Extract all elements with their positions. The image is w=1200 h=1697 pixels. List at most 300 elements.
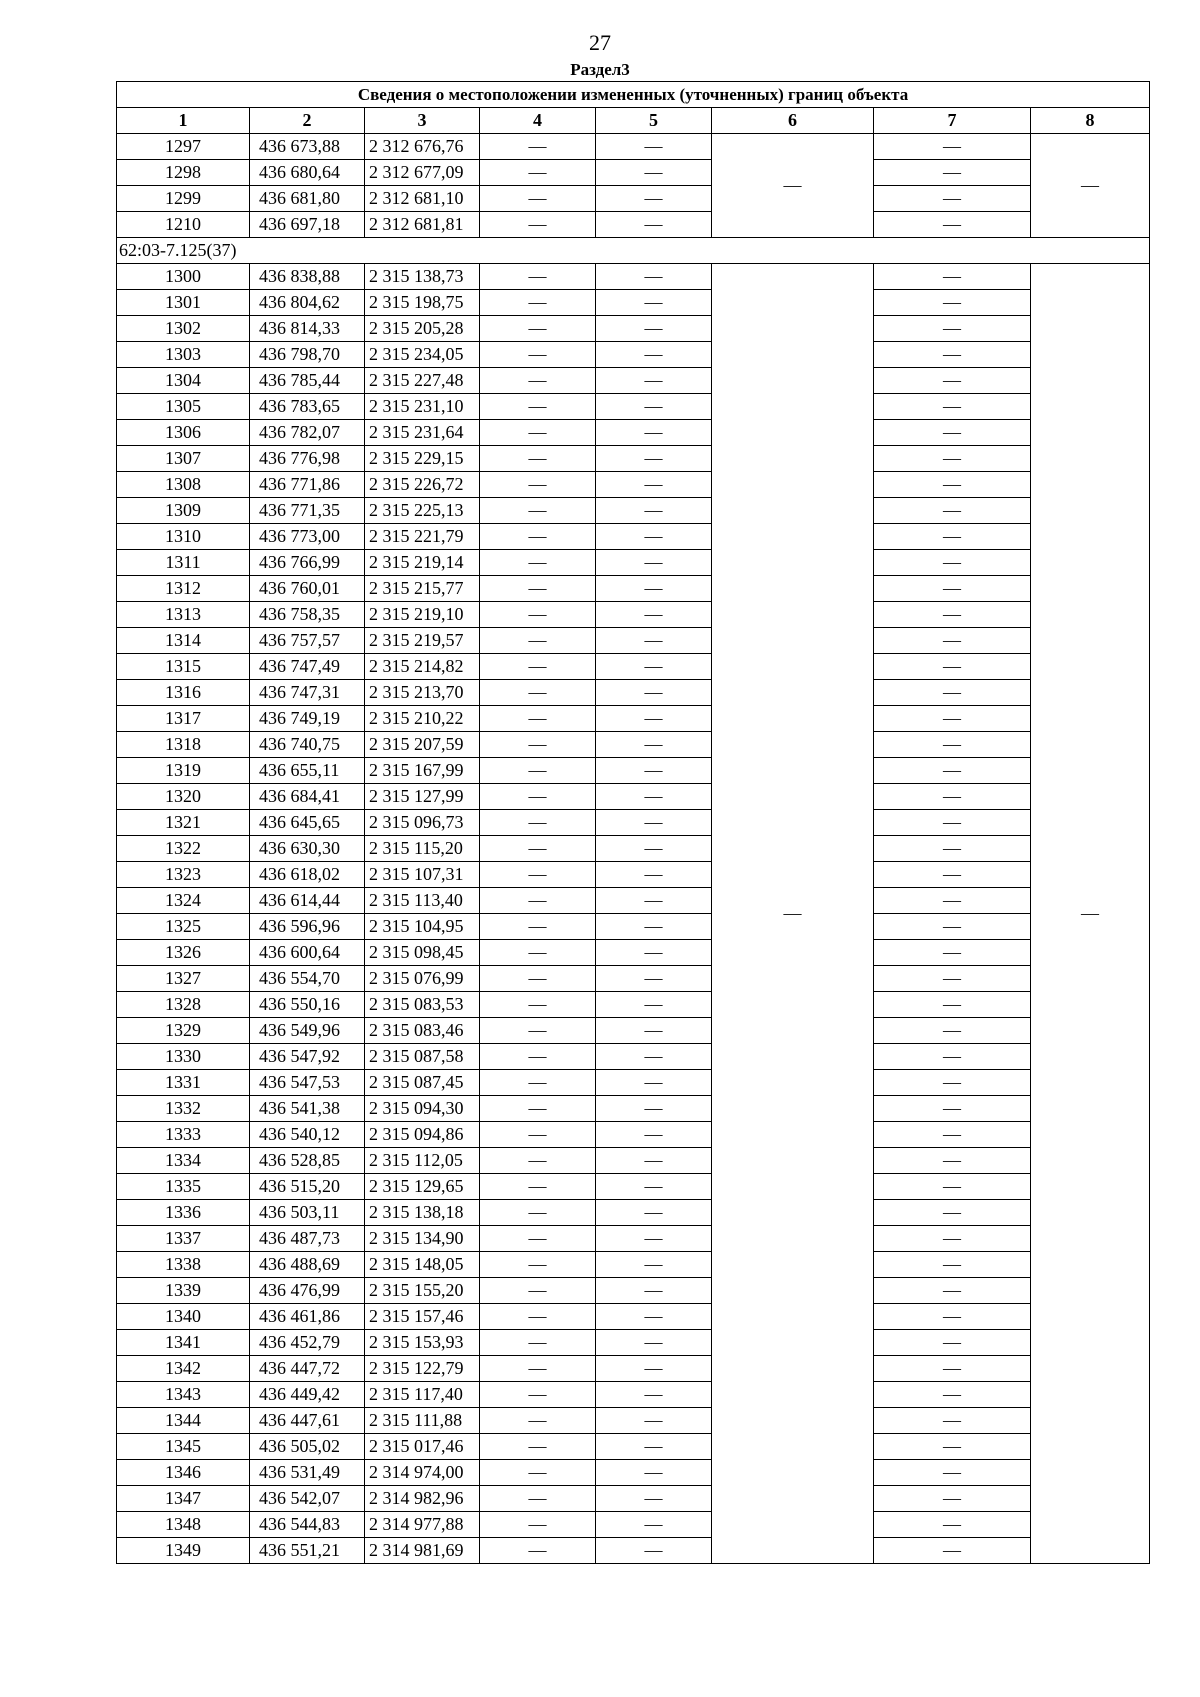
table-row [117, 342, 1150, 368]
column-4-cell: — [480, 290, 596, 316]
column-4-cell: — [480, 264, 596, 290]
column-7-cell: — [874, 1044, 1031, 1070]
column-5-cell: — [596, 342, 712, 368]
column-5-cell: — [596, 1512, 712, 1538]
column-5-cell: — [596, 1018, 712, 1044]
x-coordinate-cell: 436 655,11 [250, 758, 365, 784]
column-4-cell: — [480, 160, 596, 186]
y-coordinate-cell: 2 315 231,10 [365, 394, 480, 420]
column-7-cell: — [874, 914, 1031, 940]
column-5-cell: — [596, 784, 712, 810]
point-number-cell: 1297 [117, 134, 250, 160]
column-7-cell: — [874, 680, 1031, 706]
table-row [117, 290, 1150, 316]
column-4-cell: — [480, 628, 596, 654]
group-label: 62:03-7.125(37) [117, 238, 1150, 264]
table-row [117, 810, 1150, 836]
table-row [117, 1070, 1150, 1096]
x-coordinate-cell: 436 645,65 [250, 810, 365, 836]
x-coordinate-cell: 436 614,44 [250, 888, 365, 914]
table-row [117, 1122, 1150, 1148]
point-number-cell: 1347 [117, 1486, 250, 1512]
x-coordinate-cell: 436 447,61 [250, 1408, 365, 1434]
column-4-cell: — [480, 550, 596, 576]
y-coordinate-cell: 2 315 138,73 [365, 264, 480, 290]
column-7-cell: — [874, 550, 1031, 576]
y-coordinate-cell: 2 315 198,75 [365, 290, 480, 316]
y-coordinate-cell: 2 315 155,20 [365, 1278, 480, 1304]
point-number-cell: 1349 [117, 1538, 250, 1564]
column-5-cell: — [596, 368, 712, 394]
table-row [117, 1382, 1150, 1408]
y-coordinate-cell: 2 312 676,76 [365, 134, 480, 160]
column-7-cell: — [874, 134, 1031, 160]
column-5-cell: — [596, 1252, 712, 1278]
y-coordinate-cell: 2 315 127,99 [365, 784, 480, 810]
y-coordinate-cell: 2 315 219,10 [365, 602, 480, 628]
y-coordinate-cell: 2 315 231,64 [365, 420, 480, 446]
y-coordinate-cell: 2 315 214,82 [365, 654, 480, 680]
column-7-cell: — [874, 1408, 1031, 1434]
point-number-cell: 1317 [117, 706, 250, 732]
column-7-cell: — [874, 758, 1031, 784]
column-7-cell: — [874, 862, 1031, 888]
column-5-cell: — [596, 524, 712, 550]
table-row [117, 1174, 1150, 1200]
column-7-cell: — [874, 420, 1031, 446]
column-7-cell: — [874, 1018, 1031, 1044]
y-coordinate-cell: 2 315 205,28 [365, 316, 480, 342]
y-coordinate-cell: 2 315 096,73 [365, 810, 480, 836]
column-4-cell: — [480, 1408, 596, 1434]
column-4-cell: — [480, 966, 596, 992]
column-7-cell: — [874, 1356, 1031, 1382]
table-row [117, 186, 1150, 212]
column-7-cell: — [874, 1070, 1031, 1096]
y-coordinate-cell: 2 312 677,09 [365, 160, 480, 186]
column-5-cell: — [596, 940, 712, 966]
column-4-cell: — [480, 1460, 596, 1486]
point-number-cell: 1326 [117, 940, 250, 966]
table-row [117, 1512, 1150, 1538]
column-5-cell: — [596, 758, 712, 784]
x-coordinate-cell: 436 547,92 [250, 1044, 365, 1070]
column-5-cell: — [596, 914, 712, 940]
column-5-cell: — [596, 1070, 712, 1096]
y-coordinate-cell: 2 314 977,88 [365, 1512, 480, 1538]
point-number-cell: 1334 [117, 1148, 250, 1174]
column-7-cell: — [874, 1122, 1031, 1148]
point-number-cell: 1332 [117, 1096, 250, 1122]
column-5-cell: — [596, 212, 712, 238]
point-number-cell: 1346 [117, 1460, 250, 1486]
y-coordinate-cell: 2 315 213,70 [365, 680, 480, 706]
point-number-cell: 1310 [117, 524, 250, 550]
column-4-cell: — [480, 758, 596, 784]
table-row [117, 1044, 1150, 1070]
point-number-cell: 1337 [117, 1226, 250, 1252]
table-row [117, 940, 1150, 966]
table-row [117, 212, 1150, 238]
y-coordinate-cell: 2 314 981,69 [365, 1538, 480, 1564]
boundary-coordinates-table [116, 81, 1150, 1564]
column-7-cell: — [874, 394, 1031, 420]
group-b-label-body [117, 238, 1150, 264]
x-coordinate-cell: 436 487,73 [250, 1226, 365, 1252]
x-coordinate-cell: 436 505,02 [250, 1434, 365, 1460]
column-8-merged-cell: — [1031, 264, 1150, 1564]
x-coordinate-cell: 436 618,02 [250, 862, 365, 888]
column-7-cell: — [874, 316, 1031, 342]
table-row [117, 602, 1150, 628]
point-number-cell: 1343 [117, 1382, 250, 1408]
x-coordinate-cell: 436 550,16 [250, 992, 365, 1018]
column-4-cell: — [480, 368, 596, 394]
table-row [117, 420, 1150, 446]
column-4-cell: — [480, 342, 596, 368]
column-5-cell: — [596, 134, 712, 160]
group-label-row [117, 238, 1150, 264]
column-5-cell: — [596, 1304, 712, 1330]
column-5-cell: — [596, 680, 712, 706]
column-header: 1 [117, 108, 250, 134]
column-7-cell: — [874, 1304, 1031, 1330]
y-coordinate-cell: 2 315 226,72 [365, 472, 480, 498]
point-number-cell: 1333 [117, 1122, 250, 1148]
table-row [117, 966, 1150, 992]
column-4-cell: — [480, 1382, 596, 1408]
y-coordinate-cell: 2 315 083,53 [365, 992, 480, 1018]
y-coordinate-cell: 2 315 107,31 [365, 862, 480, 888]
table-row [117, 654, 1150, 680]
table-row [117, 1486, 1150, 1512]
column-7-cell: — [874, 498, 1031, 524]
x-coordinate-cell: 436 547,53 [250, 1070, 365, 1096]
column-4-cell: — [480, 134, 596, 160]
point-number-cell: 1336 [117, 1200, 250, 1226]
x-coordinate-cell: 436 503,11 [250, 1200, 365, 1226]
column-4-cell: — [480, 1278, 596, 1304]
y-coordinate-cell: 2 315 225,13 [365, 498, 480, 524]
column-header: 2 [250, 108, 365, 134]
table-row [117, 1226, 1150, 1252]
table-row [117, 1408, 1150, 1434]
column-5-cell: — [596, 576, 712, 602]
y-coordinate-cell: 2 315 076,99 [365, 966, 480, 992]
column-7-cell: — [874, 1460, 1031, 1486]
column-7-cell: — [874, 290, 1031, 316]
y-coordinate-cell: 2 315 094,86 [365, 1122, 480, 1148]
y-coordinate-cell: 2 315 098,45 [365, 940, 480, 966]
point-number-cell: 1301 [117, 290, 250, 316]
y-coordinate-cell: 2 315 207,59 [365, 732, 480, 758]
point-number-cell: 1311 [117, 550, 250, 576]
y-coordinate-cell: 2 315 115,20 [365, 836, 480, 862]
column-4-cell: — [480, 1486, 596, 1512]
point-number-cell: 1335 [117, 1174, 250, 1200]
y-coordinate-cell: 2 312 681,10 [365, 186, 480, 212]
x-coordinate-cell: 436 740,75 [250, 732, 365, 758]
x-coordinate-cell: 436 785,44 [250, 368, 365, 394]
column-5-cell: — [596, 316, 712, 342]
x-coordinate-cell: 436 449,42 [250, 1382, 365, 1408]
point-number-cell: 1330 [117, 1044, 250, 1070]
column-4-cell: — [480, 1304, 596, 1330]
column-7-cell: — [874, 784, 1031, 810]
column-4-cell: — [480, 1512, 596, 1538]
point-number-cell: 1324 [117, 888, 250, 914]
column-5-cell: — [596, 862, 712, 888]
point-number-cell: 1340 [117, 1304, 250, 1330]
table-row [117, 914, 1150, 940]
point-number-cell: 1313 [117, 602, 250, 628]
column-5-cell: — [596, 420, 712, 446]
column-5-cell: — [596, 1200, 712, 1226]
column-4-cell: — [480, 1096, 596, 1122]
table-row [117, 836, 1150, 862]
column-7-cell: — [874, 602, 1031, 628]
column-7-cell: — [874, 1148, 1031, 1174]
point-number-cell: 1309 [117, 498, 250, 524]
column-7-cell: — [874, 966, 1031, 992]
column-5-cell: — [596, 1148, 712, 1174]
point-number-cell: 1298 [117, 160, 250, 186]
page-number: 27 [589, 30, 611, 55]
x-coordinate-cell: 436 773,00 [250, 524, 365, 550]
column-7-cell: — [874, 1174, 1031, 1200]
x-coordinate-cell: 436 673,88 [250, 134, 365, 160]
table-row [117, 1148, 1150, 1174]
point-number-cell: 1331 [117, 1070, 250, 1096]
table-row [117, 1460, 1150, 1486]
section-title: Раздел3 [570, 60, 630, 79]
column-7-cell: — [874, 1200, 1031, 1226]
x-coordinate-cell: 436 542,07 [250, 1486, 365, 1512]
column-4-cell: — [480, 576, 596, 602]
column-5-cell: — [596, 186, 712, 212]
y-coordinate-cell: 2 315 122,79 [365, 1356, 480, 1382]
column-6-merged-cell: — [712, 264, 874, 1564]
group-b-body [117, 264, 1150, 1564]
column-5-cell: — [596, 498, 712, 524]
column-4-cell: — [480, 836, 596, 862]
point-number-cell: 1318 [117, 732, 250, 758]
x-coordinate-cell: 436 600,64 [250, 940, 365, 966]
x-coordinate-cell: 436 783,65 [250, 394, 365, 420]
column-header: 4 [480, 108, 596, 134]
column-5-cell: — [596, 446, 712, 472]
column-5-cell: — [596, 1434, 712, 1460]
y-coordinate-cell: 2 315 229,15 [365, 446, 480, 472]
point-number-cell: 1304 [117, 368, 250, 394]
column-7-cell: — [874, 264, 1031, 290]
column-7-cell: — [874, 654, 1031, 680]
y-coordinate-cell: 2 315 219,14 [365, 550, 480, 576]
x-coordinate-cell: 436 747,49 [250, 654, 365, 680]
y-coordinate-cell: 2 315 129,65 [365, 1174, 480, 1200]
column-5-cell: — [596, 1382, 712, 1408]
column-5-cell: — [596, 264, 712, 290]
y-coordinate-cell: 2 315 083,46 [365, 1018, 480, 1044]
point-number-cell: 1300 [117, 264, 250, 290]
table-row [117, 576, 1150, 602]
point-number-cell: 1303 [117, 342, 250, 368]
point-number-cell: 1306 [117, 420, 250, 446]
column-4-cell: — [480, 1538, 596, 1564]
column-7-cell: — [874, 524, 1031, 550]
table-row [117, 784, 1150, 810]
point-number-cell: 1338 [117, 1252, 250, 1278]
column-4-cell: — [480, 446, 596, 472]
point-number-cell: 1341 [117, 1330, 250, 1356]
y-coordinate-cell: 2 315 117,40 [365, 1382, 480, 1408]
column-4-cell: — [480, 1018, 596, 1044]
point-number-cell: 1342 [117, 1356, 250, 1382]
y-coordinate-cell: 2 315 134,90 [365, 1226, 480, 1252]
point-number-cell: 1329 [117, 1018, 250, 1044]
column-4-cell: — [480, 784, 596, 810]
y-coordinate-cell: 2 315 210,22 [365, 706, 480, 732]
column-5-cell: — [596, 810, 712, 836]
x-coordinate-cell: 436 528,85 [250, 1148, 365, 1174]
column-4-cell: — [480, 1434, 596, 1460]
table-row [117, 1434, 1150, 1460]
table-row [117, 1304, 1150, 1330]
column-4-cell: — [480, 602, 596, 628]
x-coordinate-cell: 436 749,19 [250, 706, 365, 732]
x-coordinate-cell: 436 766,99 [250, 550, 365, 576]
column-5-cell: — [596, 628, 712, 654]
table-row [117, 524, 1150, 550]
column-7-cell: — [874, 212, 1031, 238]
column-7-cell: — [874, 472, 1031, 498]
column-5-cell: — [596, 706, 712, 732]
x-coordinate-cell: 436 804,62 [250, 290, 365, 316]
column-4-cell: — [480, 420, 596, 446]
x-coordinate-cell: 436 540,12 [250, 1122, 365, 1148]
column-4-cell: — [480, 810, 596, 836]
table-row [117, 1538, 1150, 1564]
y-coordinate-cell: 2 315 094,30 [365, 1096, 480, 1122]
column-header: 6 [712, 108, 874, 134]
table-row [117, 1252, 1150, 1278]
column-5-cell: — [596, 1278, 712, 1304]
column-7-cell: — [874, 992, 1031, 1018]
column-7-cell: — [874, 1096, 1031, 1122]
column-4-cell: — [480, 1252, 596, 1278]
x-coordinate-cell: 436 798,70 [250, 342, 365, 368]
column-4-cell: — [480, 524, 596, 550]
table-row [117, 680, 1150, 706]
table-row [117, 368, 1150, 394]
y-coordinate-cell: 2 315 017,46 [365, 1434, 480, 1460]
y-coordinate-cell: 2 315 113,40 [365, 888, 480, 914]
column-4-cell: — [480, 472, 596, 498]
x-coordinate-cell: 436 680,64 [250, 160, 365, 186]
x-coordinate-cell: 436 596,96 [250, 914, 365, 940]
point-number-cell: 1322 [117, 836, 250, 862]
column-5-cell: — [596, 290, 712, 316]
column-4-cell: — [480, 316, 596, 342]
column-5-cell: — [596, 1538, 712, 1564]
column-7-cell: — [874, 628, 1031, 654]
column-5-cell: — [596, 472, 712, 498]
y-coordinate-cell: 2 315 111,88 [365, 1408, 480, 1434]
column-4-cell: — [480, 654, 596, 680]
column-7-cell: — [874, 940, 1031, 966]
column-7-cell: — [874, 810, 1031, 836]
column-4-cell: — [480, 1330, 596, 1356]
table-row [117, 992, 1150, 1018]
column-4-cell: — [480, 732, 596, 758]
y-coordinate-cell: 2 315 219,57 [365, 628, 480, 654]
x-coordinate-cell: 436 782,07 [250, 420, 365, 446]
column-4-cell: — [480, 186, 596, 212]
table-row [117, 550, 1150, 576]
table-row [117, 498, 1150, 524]
x-coordinate-cell: 436 541,38 [250, 1096, 365, 1122]
column-5-cell: — [596, 160, 712, 186]
table-row [117, 732, 1150, 758]
table-row [117, 1278, 1150, 1304]
column-7-cell: — [874, 1434, 1031, 1460]
x-coordinate-cell: 436 760,01 [250, 576, 365, 602]
point-number-cell: 1307 [117, 446, 250, 472]
column-5-cell: — [596, 550, 712, 576]
column-5-cell: — [596, 1122, 712, 1148]
column-4-cell: — [480, 394, 596, 420]
table-row [117, 758, 1150, 784]
column-4-cell: — [480, 862, 596, 888]
point-number-cell: 1312 [117, 576, 250, 602]
column-5-cell: — [596, 394, 712, 420]
column-7-cell: — [874, 342, 1031, 368]
column-5-cell: — [596, 1096, 712, 1122]
column-4-cell: — [480, 706, 596, 732]
table-row [117, 472, 1150, 498]
x-coordinate-cell: 436 681,80 [250, 186, 365, 212]
point-number-cell: 1305 [117, 394, 250, 420]
table-row [117, 706, 1150, 732]
y-coordinate-cell: 2 315 148,05 [365, 1252, 480, 1278]
table-row [117, 264, 1150, 290]
column-5-cell: — [596, 992, 712, 1018]
table-row [117, 1200, 1150, 1226]
table-row [117, 1356, 1150, 1382]
table-row [117, 888, 1150, 914]
group-a-body [117, 134, 1150, 238]
column-7-cell: — [874, 368, 1031, 394]
column-7-cell: — [874, 1538, 1031, 1564]
x-coordinate-cell: 436 814,33 [250, 316, 365, 342]
point-number-cell: 1319 [117, 758, 250, 784]
column-5-cell: — [596, 1174, 712, 1200]
x-coordinate-cell: 436 452,79 [250, 1330, 365, 1356]
table-row [117, 1096, 1150, 1122]
x-coordinate-cell: 436 515,20 [250, 1174, 365, 1200]
column-5-cell: — [596, 1226, 712, 1252]
column-4-cell: — [480, 1070, 596, 1096]
column-7-cell: — [874, 576, 1031, 602]
y-coordinate-cell: 2 315 215,77 [365, 576, 480, 602]
column-7-cell: — [874, 1512, 1031, 1538]
column-7-cell: — [874, 160, 1031, 186]
x-coordinate-cell: 436 531,49 [250, 1460, 365, 1486]
column-4-cell: — [480, 498, 596, 524]
column-6-merged-cell: — [712, 134, 874, 238]
point-number-cell: 1345 [117, 1434, 250, 1460]
column-header: 7 [874, 108, 1031, 134]
